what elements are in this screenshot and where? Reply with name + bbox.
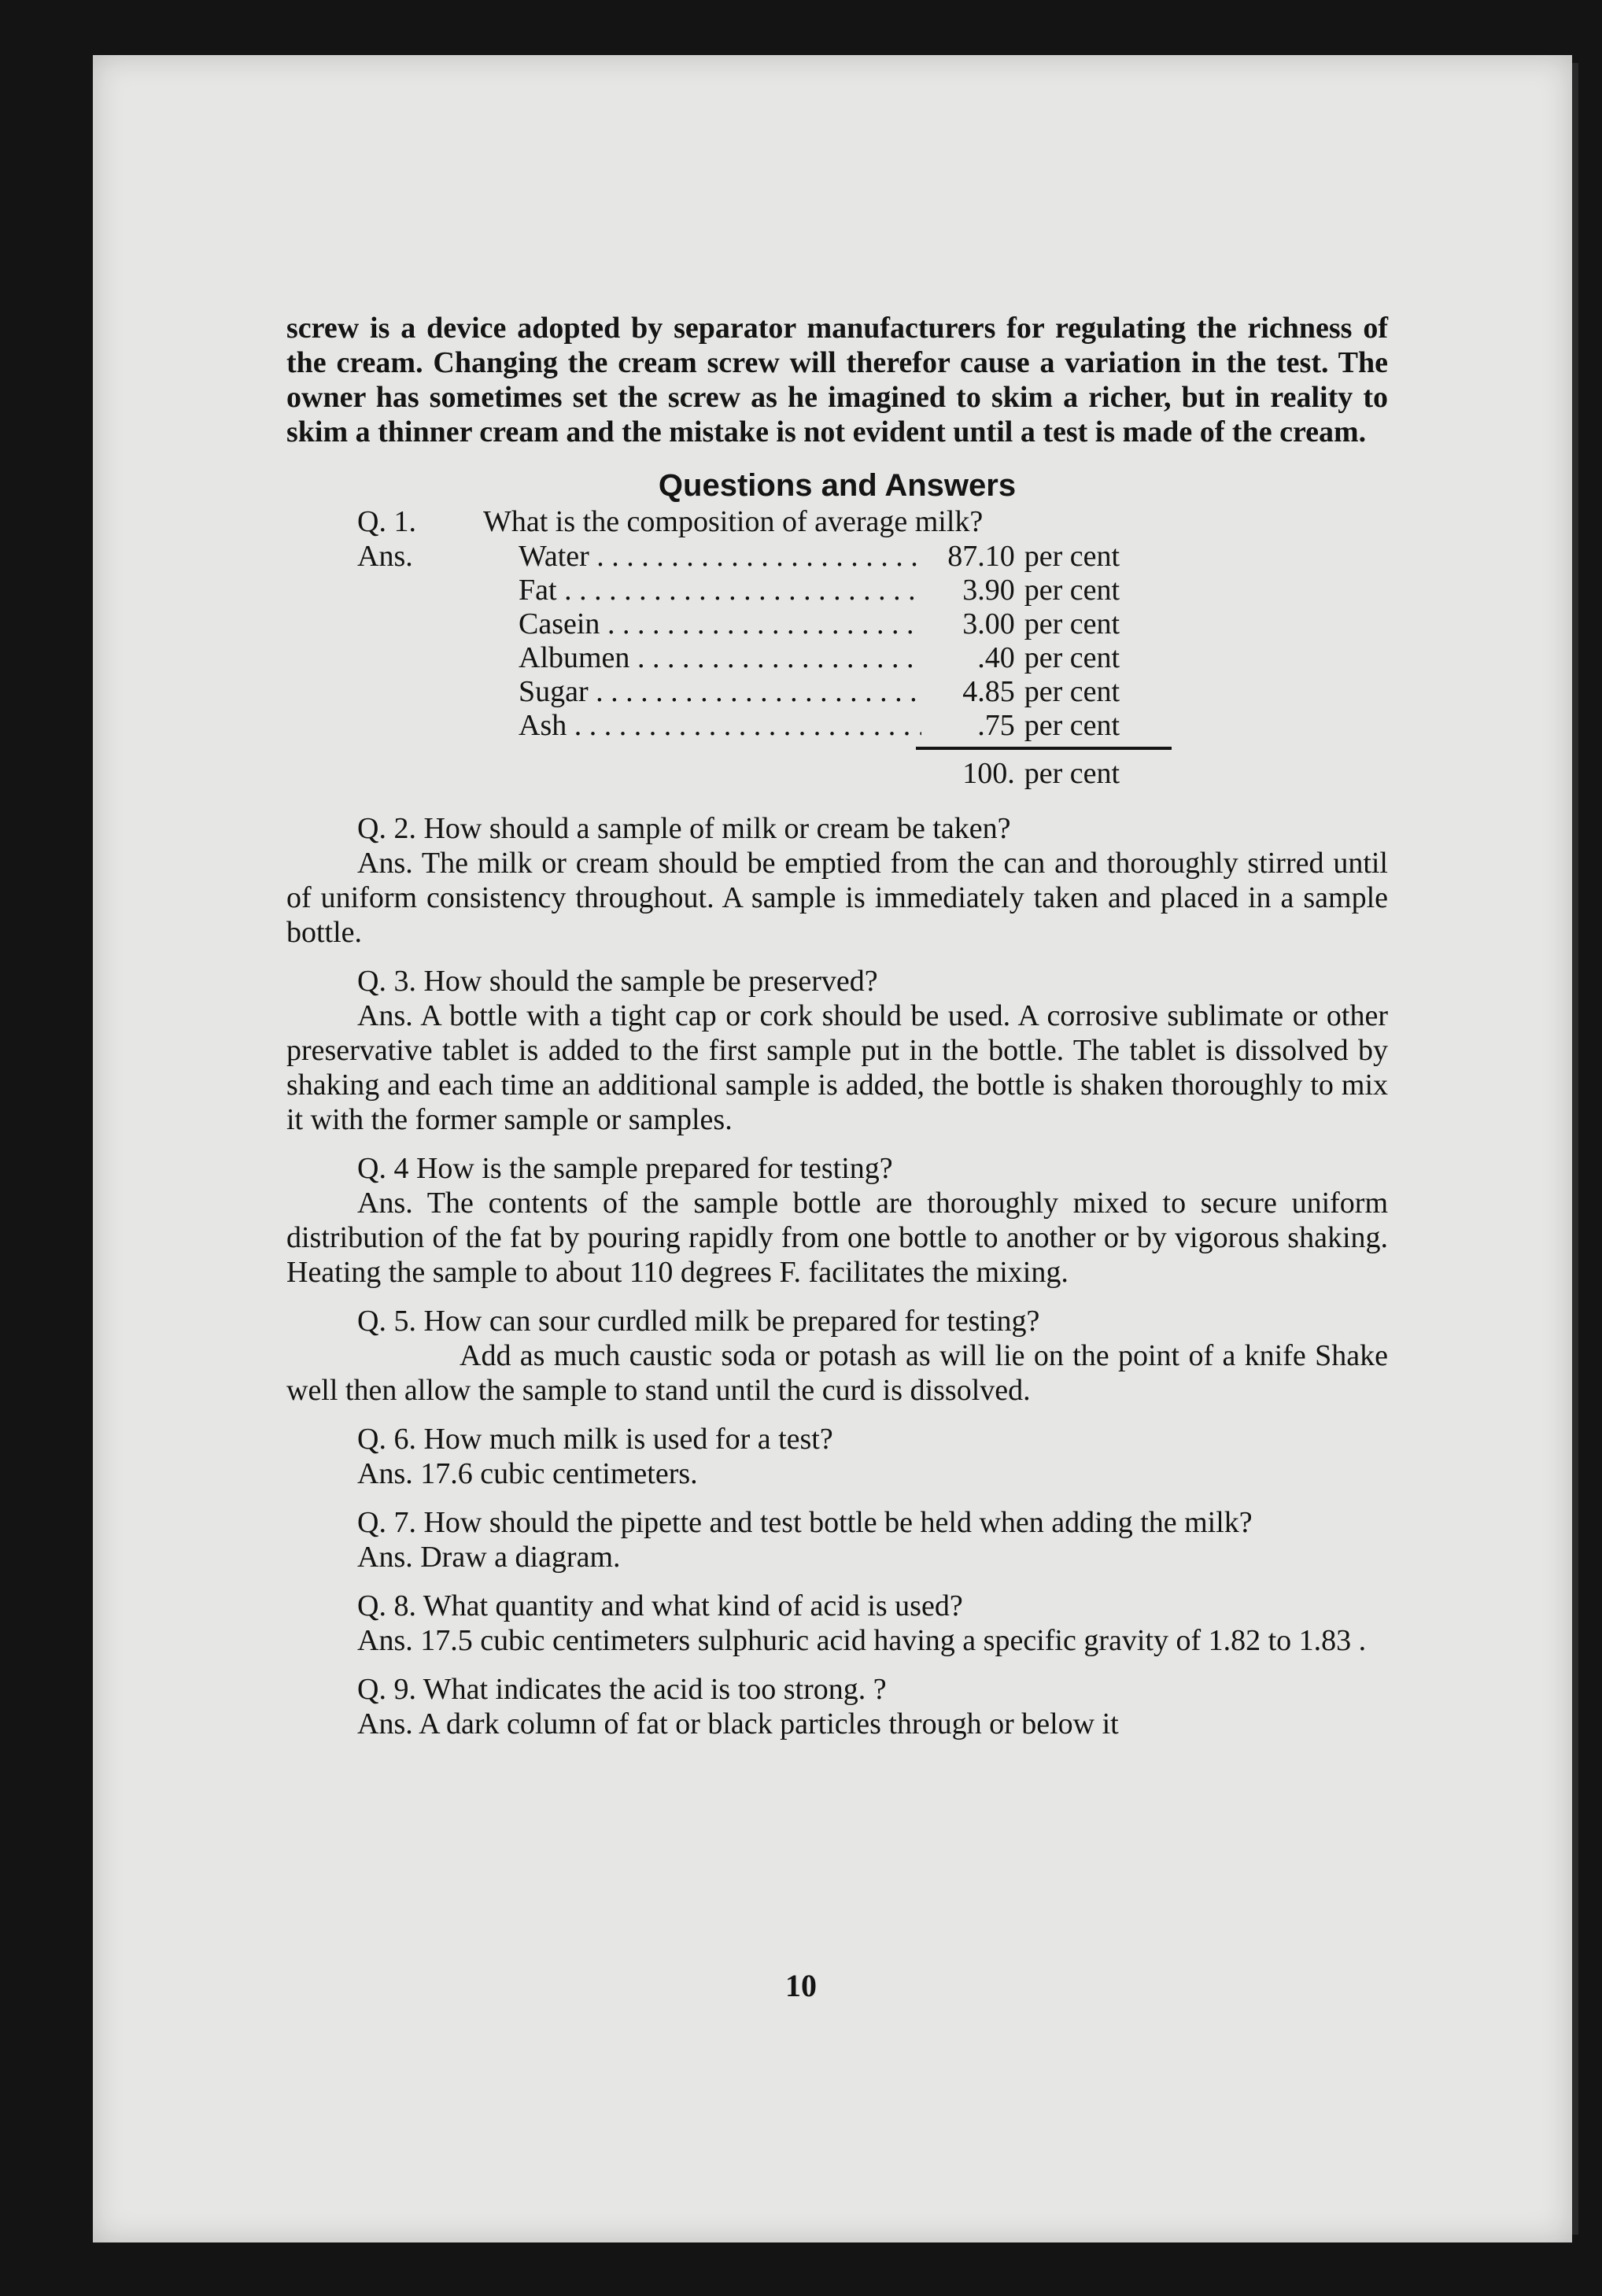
- answer-text: Ans. 17.6 cubic centimeters.: [357, 1457, 698, 1490]
- composition-total-unit: per cent: [1024, 757, 1120, 790]
- intro-paragraph: screw is a device adopted by separator manufacturers for regulating the richness of the cream. Changing the cream screw will therefor cause a variation in the test. The owner has sometimes set the screw as he imagined to skim a richer, but in reality to skim a thinner cream and the mistake is not evident until a test is made of the cream.: [286, 312, 1388, 448]
- composition-name: Casein . . .: [519, 607, 921, 641]
- composition-unit: per cent: [1024, 540, 1120, 573]
- page-number: 10: [785, 1968, 817, 2003]
- answer-text: Ans. A dark column of fat or black particles through or below it: [357, 1707, 1119, 1740]
- question-text: Q. 9. What indicates the acid is too strong. ?: [357, 1673, 887, 1706]
- composition-value: .75: [977, 709, 1015, 742]
- question-6: [286, 1422, 1388, 1491]
- composition-value: 3.00: [962, 607, 1015, 640]
- composition-name: Albumen . . .: [519, 640, 921, 675]
- question-5: [286, 1304, 1388, 1408]
- answer-text: Ans. Draw a diagram.: [357, 1541, 621, 1574]
- answer-text: Ans. The milk or cream should be emptied from the can and thoroughly stirred until of uniform consistency throughout. A sample is immediately taken and placed in a sample bottle.: [286, 847, 1388, 949]
- question-text: Q. 4 How is the sample prepared for testing?: [357, 1152, 893, 1185]
- question-text: Q. 3. How should the sample be preserved?: [357, 965, 878, 998]
- composition-row: [519, 674, 1172, 708]
- question-text: Q. 8. What quantity and what kind of acid is used?: [357, 1589, 963, 1622]
- composition-table: [519, 539, 1172, 797]
- answer-text: Ans. The contents of the sample bottle are thoroughly mixed to secure uniform distribution of the fat by pouring rapidly from one bottle to another or by vigorous shaking. Heating the sample to about 110 degrees F. facilitates the mixing.: [286, 1187, 1388, 1289]
- composition-row: [519, 708, 1172, 742]
- composition-name: Water . . .: [519, 539, 921, 574]
- composition-row: [519, 607, 1172, 640]
- question-8: [286, 1589, 1388, 1658]
- composition-unit: per cent: [1024, 675, 1120, 708]
- question-3: [286, 964, 1388, 1137]
- question-2: [286, 811, 1388, 950]
- composition-row: [519, 573, 1172, 607]
- composition-name: Fat . . .: [519, 573, 921, 607]
- composition-row: [519, 640, 1172, 674]
- answer-text: Add as much caustic soda or potash as will lie on the point of a knife Shake well then allow the sample to stand until the curd is dissolved.: [286, 1339, 1388, 1407]
- question-9: [286, 1672, 1388, 1741]
- composition-name: Ash . . .: [519, 708, 921, 743]
- question-7: [286, 1505, 1388, 1574]
- composition-total-value: 100.: [962, 757, 1015, 790]
- composition-row: [519, 539, 1172, 573]
- composition-unit: per cent: [1024, 607, 1120, 640]
- composition-unit: per cent: [1024, 641, 1120, 674]
- composition-value: .40: [977, 641, 1015, 674]
- composition-unit: per cent: [1024, 709, 1120, 742]
- composition-value: 87.10: [947, 540, 1015, 573]
- composition-total-row: [519, 750, 1172, 797]
- answer-1-label: Ans.: [357, 540, 413, 573]
- question-text: Q. 7. How should the pipette and test bottle be held when adding the milk?: [357, 1506, 1253, 1539]
- question-text: Q. 6. How much milk is used for a test?: [357, 1423, 833, 1456]
- question-1-text: What is the composition of average milk?: [483, 505, 984, 538]
- question-4: [286, 1151, 1388, 1290]
- answer-text: Ans. 17.5 cubic centimeters sulphuric acid having a specific gravity of 1.82 to 1.83 .: [357, 1624, 1367, 1657]
- question-text: Q. 5. How can sour curdled milk be prepared for testing?: [357, 1305, 1040, 1338]
- composition-value: 3.90: [962, 574, 1015, 607]
- question-1-line: [286, 504, 1388, 539]
- composition-value: 4.85: [962, 675, 1015, 708]
- composition-unit: per cent: [1024, 574, 1120, 607]
- answer-text: Ans. A bottle with a tight cap or cork should be used. A corrosive sublimate or other preservative tablet is added to the first sample put in the bottle. The tablet is dissolved by shaking and each time an additional sample is added, the bottle is shaken thoroughly to mix it with the former sample or samples.: [286, 999, 1388, 1136]
- section-heading: Questions and Answers: [658, 468, 1017, 503]
- question-1: [286, 504, 1388, 797]
- question-text: Q. 2. How should a sample of milk or cream be taken?: [357, 812, 1011, 845]
- page-binding-edge: [1572, 63, 1578, 2235]
- composition-name: Sugar . . .: [519, 674, 921, 709]
- page-content: [286, 311, 1388, 1755]
- question-1-number: Q. 1.: [357, 505, 416, 538]
